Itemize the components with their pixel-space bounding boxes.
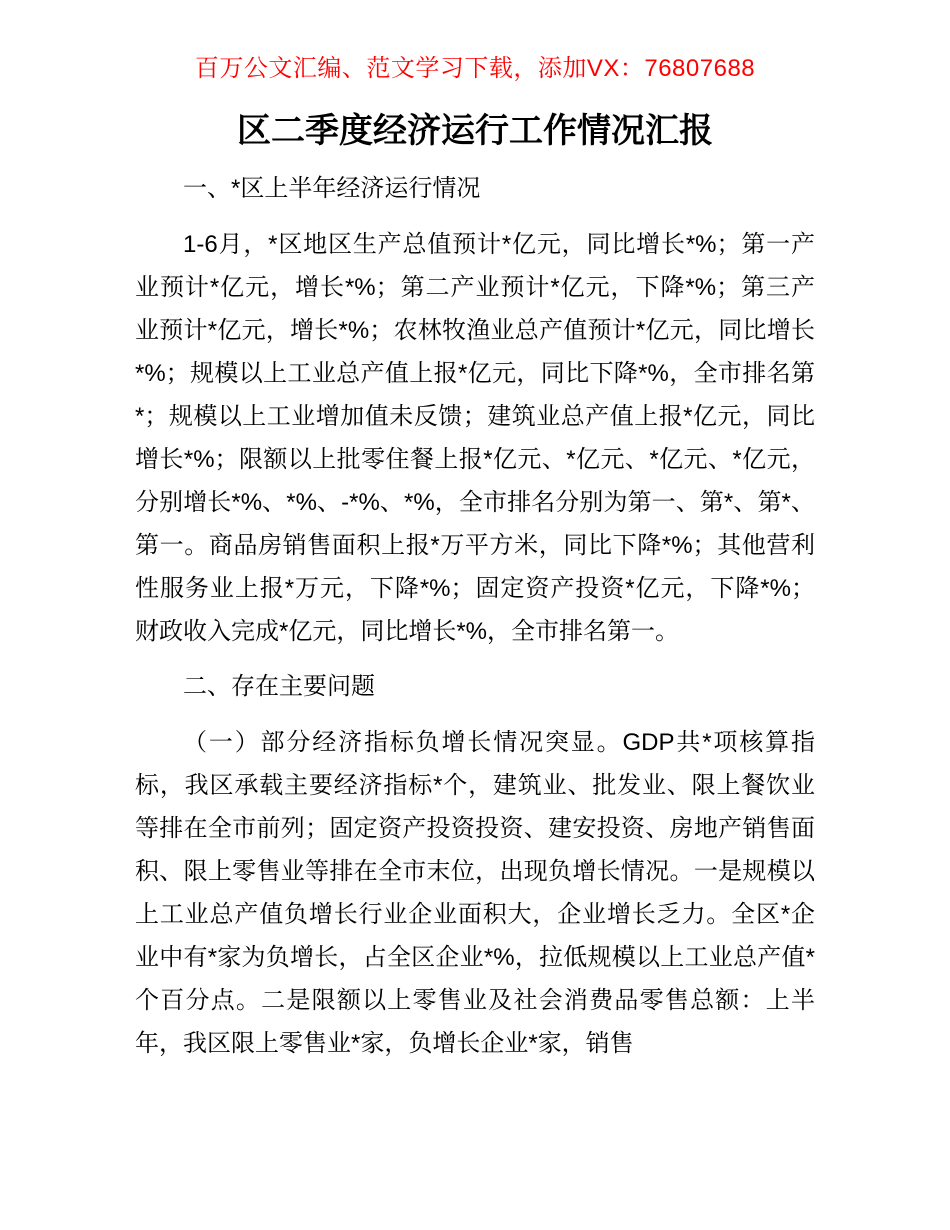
document-title: 区二季度经济运行工作情况汇报 — [237, 112, 713, 150]
section-heading-economic-operation: 一、*区上半年经济运行情况 — [183, 175, 481, 202]
section-heading-main-problems: 二、存在主要问题 — [183, 673, 375, 700]
paragraph-economic-indicators: 1-6月，*区地区生产总值预计*亿元，同比增长*%；第一产业预计*亿元，增长*%；第二产业预计*亿元，下降*%；第三产业预计*亿元，增长*%；农林牧渔业总产值预计*亿元，同比增长*%；规模以上工业总产值上报*亿元，同比下降*%，全市排名第*；规模以上工业增加值未反馈；建筑业总产值上报*亿元，同比增长*%；限额以上批零住餐上报*亿元、*亿元、*亿元、*亿元，分别增长*%、*%、-*%、*%，全市排名分别为第一、第*、第*、第一。商品房销售面积上报*万平方米，同比下降*%；其他营利性服务业上报*万元，下降*%；固定资产投资*亿元，下降*%；财政收入完成*亿元，同比增长*%，全市排名第一。 — [135, 231, 815, 645]
promo-banner: 百万公文汇编、范文学习下载，添加VX：76807688 — [194, 55, 756, 82]
paragraph-negative-growth-issues: （一）部分经济指标负增长情况突显。GDP共*项核算指标，我区承载主要经济指标*个，建筑业、批发业、限上餐饮业等排在全市前列；固定资产投资投资、建安投资、房地产销售面积、限上零售业等排在全市末位，出现负增长情况。一是规模以上工业总产值负增长行业企业面积大，企业增长乏力。全区*企业中有*家为负增长，占全区企业*%，拉低规模以上工业总产值*个百分点。二是限额以上零售业及社会消费品零售总额：上半年，我区限上零售业*家，负增长企业*家，销售 — [135, 729, 815, 1057]
document-body — [135, 167, 815, 1065]
